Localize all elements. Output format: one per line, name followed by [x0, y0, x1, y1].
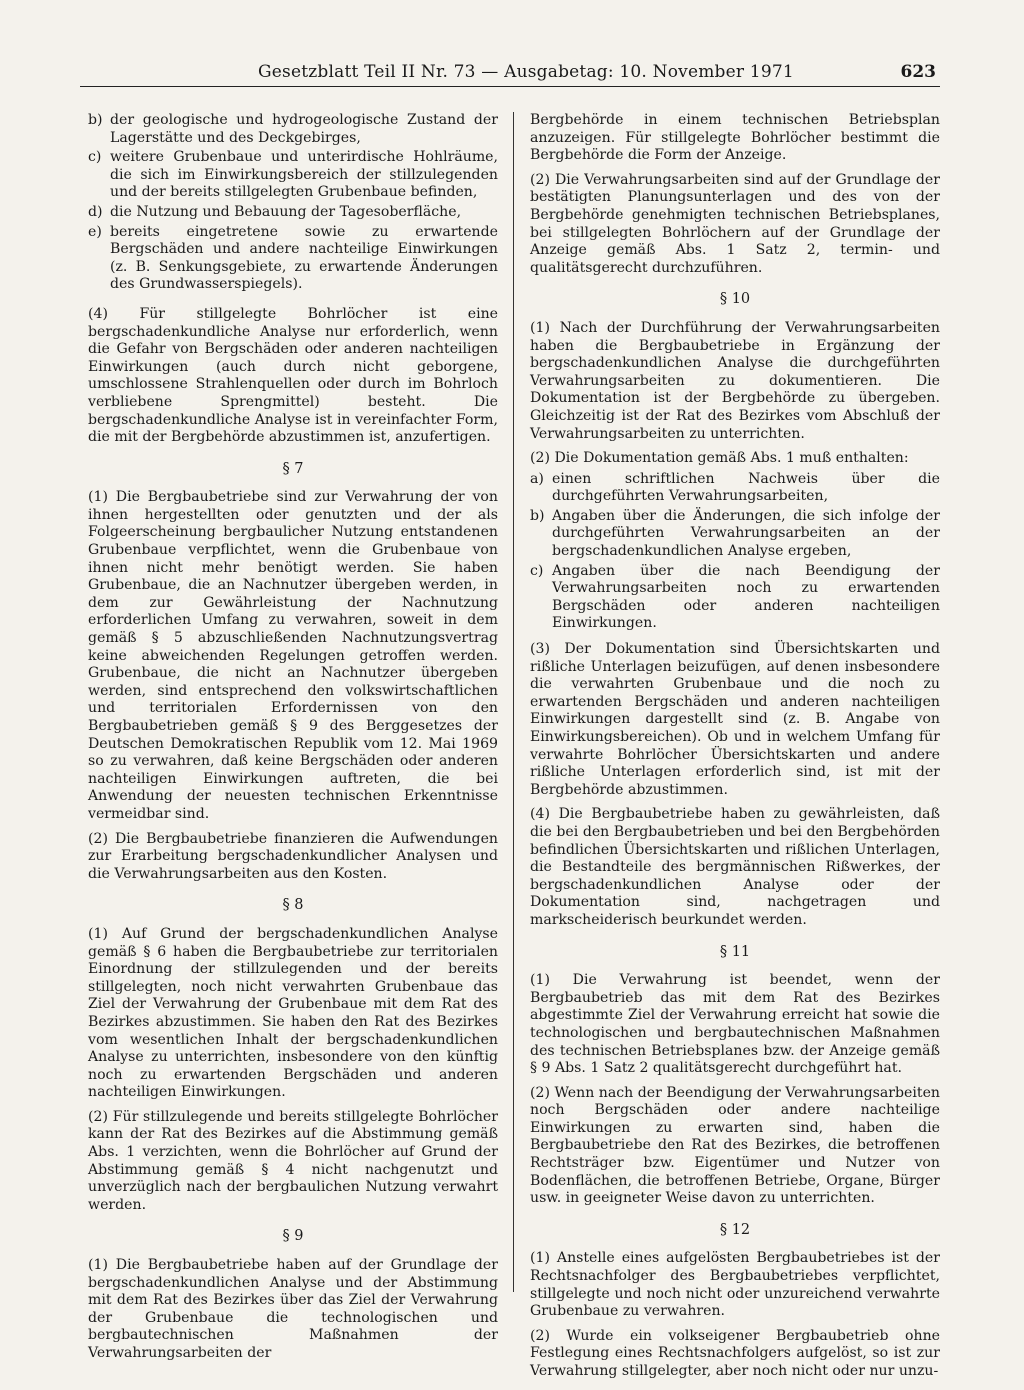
- list-label: e): [88, 223, 102, 240]
- list-label: b): [88, 112, 103, 128]
- section-heading-8: § 8: [282, 897, 304, 914]
- paragraph-9-1: (1) Die Bergbaubetriebe haben auf der Grundlage der bergschadenkundlichen Analyse und der Abstimmung mit dem Rat des Bezirkes über das Ziel der Verwahrung der Grubenbaue die technologischen und bergbautechnischen Maßnahmen der Verwahrungsarbeiten der: [88, 1257, 498, 1361]
- list-text: bereits eingetretene sowie zu erwartende Bergschäden und andere nachteilige Einwirkungen (z. B. Senkungsgebiete, zu erwartende Änderungen des Grundwasserspiegels).: [110, 223, 498, 293]
- section-heading-9: § 9: [282, 1228, 304, 1245]
- paragraph-11-1: (1) Die Verwahrung ist beendet, wenn der Bergbaubetrieb das mit dem Rat des Bezirkes abgestimmte Ziel der Verwahrung erreicht hat sowie die technologischen und bergbautechnischen Maßnahmen des technischen Betriebsplanes bzw. der Anzeige gemäß § 9 Abs. 1 Satz 2 qualitätsgerecht durchgeführt hat.: [530, 972, 940, 1077]
- list-text: Angaben über die nach Beendigung der Verwahrungsarbeiten noch zu erwartenden Bergschäden oder anderen nachteiligen Einwirkungen.: [552, 562, 940, 632]
- paragraph-6-4: (4) Für stillgelegte Bohrlöcher ist eine bergschadenkundliche Analyse nur erforderlich, wenn die Gefahr von Bergschäden oder anderen nachteiligen Einwirkungen (auch durch nicht geborgene, umschlossene Strahlenquellen oder durch im Bohrloch verbliebene Sprengmittel) besteht. Die bergschadenkundliche Analyse ist in vereinfachter Form, die mit der Bergbehörde abzustimmen ist, anzufertigen.: [88, 305, 498, 446]
- list-text: weitere Grubenbaue und unterirdische Hohlräume, die sich im Einwirkungsbereich der stillzulegenden und der bereits stillgelegten Grubenbaue befinden,: [110, 149, 498, 201]
- list-text: der geologische und hydrogeologische Zustand der Lagerstätte und des Deckgebirges,: [110, 112, 498, 146]
- list-label: a): [530, 470, 544, 487]
- column-divider: [513, 112, 514, 1292]
- paragraph-12-1: (1) Anstelle eines aufgelösten Bergbaubetriebes ist der Rechtsnachfolger des Bergbaubetriebes verpflichtet, stillgelegte und noch nicht oder unzureichend verwahrte Grubenbaue zu verwahren.: [530, 1250, 940, 1320]
- paragraph-8-2: (2) Für stillzulegende und bereits stillgelegte Bohrlöcher kann der Rat des Bezirkes auf die Abstimmung gemäß Abs. 1 verzichten, wenn die Bohrlöcher auf Grund der Abstimmung gemäß § 4 nicht nachgenutzt und unverzüglich nach der bergbaulichen Nutzung verwahrt werden.: [88, 1108, 498, 1213]
- list-item: [88, 149, 498, 202]
- list-text: die Nutzung und Bebauung der Tagesoberfläche,: [110, 203, 462, 220]
- paragraph-9-2: (2) Die Verwahrungsarbeiten sind auf der Grundlage der bestätigten Planungsunterlagen und des von der Bergbehörde genehmigten technischen Betriebsplanes, bei stillgelegten Bohrlöchern auf der Grundlage der Anzeige gemäß Abs. 1 Satz 2, termin- und qualitätsgerecht durchzuführen.: [530, 171, 940, 276]
- paragraph-10-1: (1) Nach der Durchführung der Verwahrungsarbeiten haben die Bergbaubetriebe in Ergänzung der bergschadenkundlichen Analyse die durchgeführten Verwahrungsarbeiten zu dokumentieren. Die Dokumentation ist der Bergbehörde zu übergeben. Gleichzeitig ist der Rat des Bezirkes vom Abschluß der Verwahrungsarbeiten zu unterrichten.: [530, 319, 940, 442]
- list-label: d): [88, 203, 103, 220]
- left-column: [88, 112, 498, 1370]
- paragraph-7-2: (2) Die Bergbaubetriebe finanzieren die Aufwendungen zur Erarbeitung bergschadenkundlicher Analysen und die Verwahrungsarbeiten aus den Kosten.: [88, 830, 498, 882]
- paragraph-12-2: (2) Wurde ein volkseigener Bergbaubetrieb ohne Festlegung eines Rechtsnachfolgers aufgelöst, so ist zur Verwahrung stillgelegter, aber noch nicht oder nur unzu-: [530, 1327, 940, 1379]
- paragraph-11-2: (2) Wenn nach der Beendigung der Verwahrungsarbeiten noch Bergschäden oder andere nachteilige Einwirkungen zu erwarten sind, haben die Bergbaubetriebe den Rat des Bezirkes, die betroffenen Rechtsträger bzw. Eigentümer und Nutzer von Bodenflächen, die betroffenen Betriebe, Organe, Bürger usw. in geeigneter Weise davon zu unterrichten.: [530, 1084, 940, 1207]
- header-rule: [80, 86, 940, 87]
- section-heading-10: § 10: [719, 291, 751, 308]
- list-label: c): [88, 149, 102, 166]
- list-item: [88, 204, 498, 222]
- right-column: [530, 112, 940, 1388]
- list-text: Angaben über die Änderungen, die sich infolge der durchgeführten Verwahrungsarbeiten an der bergschadenkundlichen Analyse ergeben,: [552, 507, 940, 560]
- section-heading-11: § 11: [719, 943, 751, 960]
- list-text: einen schriftlichen Nachweis über die durchgeführten Verwahrungsarbeiten,: [552, 470, 940, 505]
- page-number: 623: [900, 62, 936, 82]
- paragraph-10-2: (2) Die Dokumentation gemäß Abs. 1 muß enthalten:: [530, 450, 909, 467]
- section-heading-7: § 7: [282, 460, 304, 477]
- section-heading-12: § 12: [719, 1221, 751, 1238]
- paragraph-9-1-continued: Bergbehörde in einem technischen Betriebsplan anzuzeigen. Für stillgelegte Bohrlöcher bestimmt die Bergbehörde die Form der Anzeige.: [530, 112, 940, 164]
- list-item: [88, 224, 498, 294]
- list-item: [530, 563, 940, 633]
- paragraph-10-4: (4) Die Bergbaubetriebe haben zu gewährleisten, daß die bei den Bergbaubetrieben und bei den Bergbehörden befindlichen Übersichtskarten und rißlichen Unterlagen, die Bestandteile des bergmännischen Rißwerkes, der bergschadenkundlichen Analyse oder der Dokumentation sind, nachgetragen und markscheiderisch beurkundet werden.: [530, 806, 940, 928]
- paragraph-8-1: (1) Auf Grund der bergschadenkundlichen Analyse gemäß § 6 haben die Bergbaubetriebe zur territorialen Einordnung der stillzulegenden und der bereits stillgelegten, noch nicht verwahrten Grubenbaue das Ziel der Verwahrung der Grubenbaue mit dem Rat des Bezirkes abzustimmen. Sie haben den Rat des Bezirkes vom wesentlichen Inhalt der bergschadenkundlichen Analyse zu unterrichten, insbesondere von den künftig noch zu erwartenden Bergschäden und anderen nachteiligen Einwirkungen.: [88, 925, 498, 1101]
- paragraph-10-3: (3) Der Dokumentation sind Übersichtskarten und rißliche Unterlagen beizufügen, auf denen insbesondere die verwahrten Grubenbaue und die noch zu erwartenden Bergschäden und anderen nachteiligen Einwirkungen dargestellt sind (z. B. Angabe von Einwirkungsbereichen). Ob und in welchem Umfang für verwahrte Bohrlöcher Übersichtskarten und andere rißliche Unterlagen erforderlich sind, ist mit der Bergbehörde abzustimmen.: [530, 641, 940, 798]
- list-label: b): [530, 507, 545, 524]
- list-item: [530, 508, 940, 561]
- paragraph-7-1: (1) Die Bergbaubetriebe sind zur Verwahrung der von ihnen hergestellten oder genutzten und der als Folgeerscheinung bergbaulicher Nutzung entstandenen Grubenbaue verpflichtet, wenn die Grubenbaue von ihnen nicht mehr benötigt werden. Sie haben Grubenbaue, die an Nachnutzer übergeben werden, in dem zur Gewährleistung der Nachnutzung erforderlichen Umfang zu verwahren, soweit in dem gemäß § 5 abzuschließenden Nachnutzungsvertrag keine abweichenden Regelungen getroffen werden. Grubenbaue, die nicht an Nachnutzer übergeben werden, sind entsprechend den volkswirtschaftlichen und territorialen Erfordernissen von den Bergbaubetrieben gemäß § 9 des Berggesetzes der Deutschen Demokratischen Republik vom 12. Mai 1969 so zu verwahren, daß keine Bergschäden oder anderen nachteiligen Einwirkungen auftreten, die bei Anwendung der neuesten technischen Erkenntnisse vermeidbar sind.: [88, 489, 498, 822]
- list-item: [88, 112, 498, 147]
- page-header: [80, 58, 940, 88]
- list-label: c): [530, 562, 544, 579]
- gazette-title: Gesetzblatt Teil II Nr. 73 — Ausgabetag: 10. November 1971: [258, 62, 794, 82]
- list-item: [530, 471, 940, 506]
